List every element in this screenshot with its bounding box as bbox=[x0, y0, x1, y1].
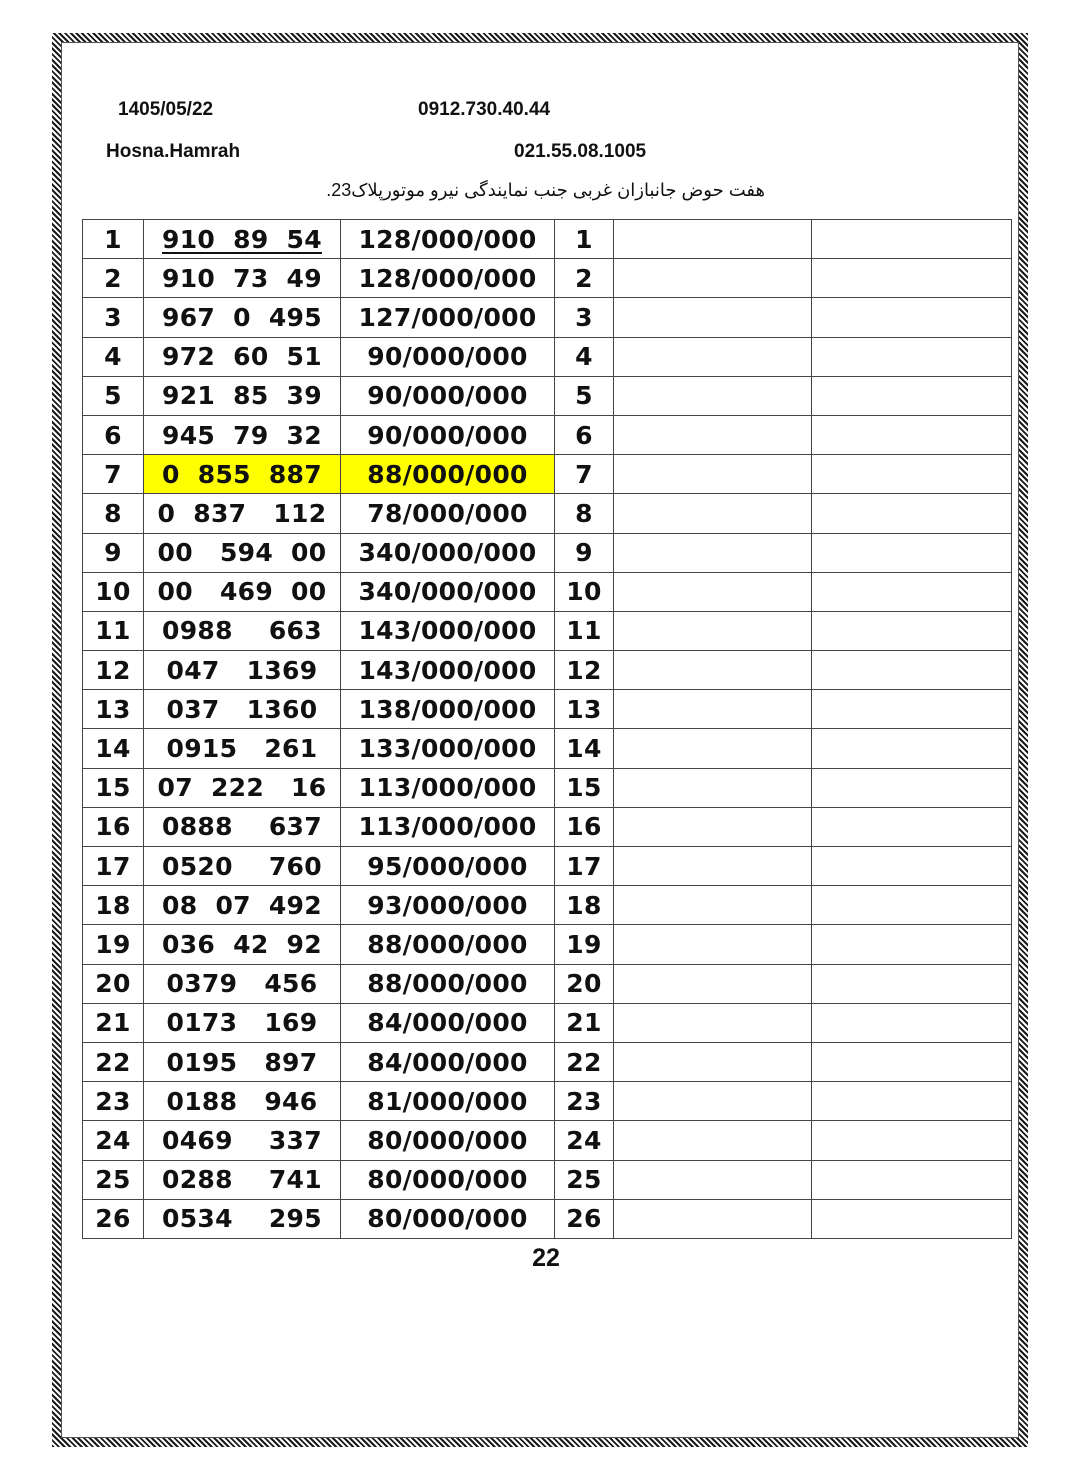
table-row bbox=[83, 494, 1012, 533]
empty-cell bbox=[614, 415, 812, 454]
row-index-right-text: 26 bbox=[566, 1204, 602, 1234]
phone-number bbox=[144, 1082, 341, 1121]
row-index-text: 9 bbox=[104, 538, 122, 568]
empty-cell bbox=[614, 455, 812, 494]
empty-cell bbox=[812, 690, 1012, 729]
empty-cell bbox=[812, 651, 1012, 690]
empty-cell bbox=[614, 807, 812, 846]
empty-cell bbox=[614, 1199, 812, 1238]
row-index-text: 1 bbox=[104, 224, 122, 254]
page-number: 22 bbox=[532, 1244, 560, 1272]
empty-cell bbox=[812, 729, 1012, 768]
row-index-right bbox=[555, 807, 614, 846]
table-row bbox=[83, 1199, 1012, 1238]
row-index bbox=[83, 1042, 144, 1081]
empty-cell bbox=[812, 768, 1012, 807]
table-row bbox=[83, 886, 1012, 925]
row-index-right bbox=[555, 337, 614, 376]
row-index-right-text: 12 bbox=[566, 655, 602, 685]
row-index-text: 2 bbox=[104, 263, 122, 293]
phone-number-text: 0195 897 bbox=[166, 1047, 318, 1077]
row-index-text: 11 bbox=[95, 616, 131, 646]
row-index bbox=[83, 1121, 144, 1160]
price bbox=[341, 259, 555, 298]
price bbox=[341, 1121, 555, 1160]
empty-cell bbox=[812, 1082, 1012, 1121]
table-row bbox=[83, 729, 1012, 768]
phone-number bbox=[144, 847, 341, 886]
empty-cell bbox=[614, 337, 812, 376]
phone-number-text: 921 85 39 bbox=[162, 381, 322, 411]
empty-cell bbox=[812, 533, 1012, 572]
empty-cell bbox=[614, 1042, 812, 1081]
table-row bbox=[83, 847, 1012, 886]
empty-cell bbox=[812, 1042, 1012, 1081]
phone-number bbox=[144, 1003, 341, 1042]
table-row bbox=[83, 415, 1012, 454]
row-index-right-text: 10 bbox=[566, 577, 602, 607]
row-index-right bbox=[555, 494, 614, 533]
price bbox=[341, 807, 555, 846]
empty-cell bbox=[812, 572, 1012, 611]
row-index-right-text: 21 bbox=[566, 1008, 602, 1038]
header-mobile-phone: 0912.730.40.44 bbox=[418, 99, 551, 120]
empty-cell bbox=[812, 964, 1012, 1003]
phone-number-text: 0 837 112 bbox=[157, 498, 327, 528]
phone-number-text: 0173 169 bbox=[166, 1008, 318, 1038]
price bbox=[341, 1003, 555, 1042]
phone-number-text: 945 79 32 bbox=[162, 420, 322, 450]
row-index-right-text: 16 bbox=[566, 812, 602, 842]
empty-cell bbox=[614, 1160, 812, 1199]
row-index-right-text: 15 bbox=[566, 773, 602, 803]
table-row bbox=[83, 455, 1012, 494]
row-index-right bbox=[555, 1003, 614, 1042]
row-index-right bbox=[555, 611, 614, 650]
empty-cell bbox=[812, 1003, 1012, 1042]
phone-number-text: 00 594 00 bbox=[157, 538, 327, 568]
empty-cell bbox=[614, 298, 812, 337]
phone-number-text: 0188 946 bbox=[166, 1086, 318, 1116]
row-index bbox=[83, 807, 144, 846]
row-index-right bbox=[555, 925, 614, 964]
table-row bbox=[83, 925, 1012, 964]
row-index-right-text: 19 bbox=[566, 929, 602, 959]
table-row bbox=[83, 337, 1012, 376]
row-index bbox=[83, 690, 144, 729]
price-text: 80/000/000 bbox=[367, 1204, 528, 1234]
row-index-right bbox=[555, 729, 614, 768]
price-text: 88/000/000 bbox=[367, 969, 528, 999]
row-index-text: 14 bbox=[95, 734, 131, 764]
row-index-text: 15 bbox=[95, 773, 131, 803]
empty-cell bbox=[812, 415, 1012, 454]
row-index-right bbox=[555, 964, 614, 1003]
row-index-right-text: 4 bbox=[575, 342, 593, 372]
empty-cell bbox=[812, 1199, 1012, 1238]
numbers-price-table bbox=[82, 219, 1012, 1239]
row-index bbox=[83, 1082, 144, 1121]
row-index bbox=[83, 768, 144, 807]
phone-number bbox=[144, 533, 341, 572]
price-text: 84/000/000 bbox=[367, 1008, 528, 1038]
table-row bbox=[83, 1160, 1012, 1199]
table-row bbox=[83, 259, 1012, 298]
empty-cell bbox=[614, 494, 812, 533]
row-index-right-text: 5 bbox=[575, 381, 593, 411]
phone-number-text: 07 222 16 bbox=[157, 773, 327, 803]
row-index bbox=[83, 651, 144, 690]
row-index-right-text: 3 bbox=[575, 302, 593, 332]
table-row bbox=[83, 690, 1012, 729]
price bbox=[341, 455, 555, 494]
price bbox=[341, 1082, 555, 1121]
empty-cell bbox=[614, 886, 812, 925]
phone-number bbox=[144, 259, 341, 298]
price bbox=[341, 220, 555, 259]
table-row bbox=[83, 220, 1012, 259]
row-index bbox=[83, 925, 144, 964]
table-row bbox=[83, 1082, 1012, 1121]
row-index-right bbox=[555, 847, 614, 886]
price-text: 113/000/000 bbox=[358, 773, 537, 803]
empty-cell bbox=[614, 768, 812, 807]
row-index-right bbox=[555, 1160, 614, 1199]
price bbox=[341, 533, 555, 572]
row-index-right-text: 20 bbox=[566, 969, 602, 999]
phone-number-text: 967 0 495 bbox=[162, 302, 322, 332]
phone-number-text: 00 469 00 bbox=[157, 577, 327, 607]
empty-cell bbox=[614, 533, 812, 572]
empty-cell bbox=[812, 886, 1012, 925]
price bbox=[341, 494, 555, 533]
header-address: هفت حوض جانبازان غربی جنب نمایندگی نیرو موتورپلاک23. bbox=[326, 180, 765, 200]
row-index-text: 19 bbox=[95, 929, 131, 959]
empty-cell bbox=[812, 925, 1012, 964]
price-text: 78/000/000 bbox=[367, 498, 528, 528]
table-row bbox=[83, 572, 1012, 611]
phone-number bbox=[144, 807, 341, 846]
phone-number bbox=[144, 611, 341, 650]
row-index-text: 4 bbox=[104, 342, 122, 372]
row-index-right bbox=[555, 1199, 614, 1238]
row-index-right bbox=[555, 376, 614, 415]
empty-cell bbox=[812, 298, 1012, 337]
row-index-right-text: 14 bbox=[566, 734, 602, 764]
empty-cell bbox=[812, 220, 1012, 259]
price-text: 84/000/000 bbox=[367, 1047, 528, 1077]
row-index bbox=[83, 298, 144, 337]
phone-number-text: 0888 637 bbox=[162, 812, 322, 842]
phone-number-text: 0469 337 bbox=[162, 1125, 322, 1155]
empty-cell bbox=[812, 1160, 1012, 1199]
price-text: 90/000/000 bbox=[367, 420, 528, 450]
row-index-text: 23 bbox=[95, 1086, 131, 1116]
price-text: 90/000/000 bbox=[367, 381, 528, 411]
table-row bbox=[83, 533, 1012, 572]
price bbox=[341, 415, 555, 454]
price-text: 88/000/000 bbox=[367, 459, 528, 489]
row-index-right-text: 24 bbox=[566, 1125, 602, 1155]
table-row bbox=[83, 298, 1012, 337]
price bbox=[341, 729, 555, 768]
price bbox=[341, 298, 555, 337]
row-index-right-text: 6 bbox=[575, 420, 593, 450]
table-row bbox=[83, 768, 1012, 807]
row-index-right bbox=[555, 690, 614, 729]
phone-number bbox=[144, 1160, 341, 1199]
price bbox=[341, 768, 555, 807]
row-index bbox=[83, 337, 144, 376]
row-index bbox=[83, 729, 144, 768]
empty-cell bbox=[614, 572, 812, 611]
row-index-right-text: 8 bbox=[575, 498, 593, 528]
price-text: 88/000/000 bbox=[367, 929, 528, 959]
row-index bbox=[83, 220, 144, 259]
phone-number bbox=[144, 572, 341, 611]
row-index-right bbox=[555, 768, 614, 807]
empty-cell bbox=[614, 651, 812, 690]
row-index bbox=[83, 259, 144, 298]
row-index-right-text: 9 bbox=[575, 538, 593, 568]
table-row bbox=[83, 651, 1012, 690]
phone-number-text: 972 60 51 bbox=[162, 342, 322, 372]
empty-cell bbox=[614, 729, 812, 768]
row-index-right-text: 7 bbox=[575, 459, 593, 489]
phone-number-text: 0520 760 bbox=[162, 851, 322, 881]
row-index-text: 26 bbox=[95, 1204, 131, 1234]
table-row bbox=[83, 964, 1012, 1003]
row-index-right bbox=[555, 572, 614, 611]
table-row bbox=[83, 611, 1012, 650]
row-index-right bbox=[555, 415, 614, 454]
row-index-right bbox=[555, 886, 614, 925]
row-index-right-text: 17 bbox=[566, 851, 602, 881]
empty-cell bbox=[614, 847, 812, 886]
row-index-right bbox=[555, 220, 614, 259]
row-index bbox=[83, 455, 144, 494]
price bbox=[341, 925, 555, 964]
row-index-text: 16 bbox=[95, 812, 131, 842]
phone-number bbox=[144, 337, 341, 376]
row-index-right bbox=[555, 259, 614, 298]
price-text: 95/000/000 bbox=[367, 851, 528, 881]
row-index-right-text: 25 bbox=[566, 1165, 602, 1195]
empty-cell bbox=[614, 376, 812, 415]
row-index-text: 13 bbox=[95, 694, 131, 724]
phone-number bbox=[144, 455, 341, 494]
row-index-text: 21 bbox=[95, 1008, 131, 1038]
empty-cell bbox=[812, 1121, 1012, 1160]
row-index-right bbox=[555, 298, 614, 337]
empty-cell bbox=[614, 1003, 812, 1042]
empty-cell bbox=[614, 1121, 812, 1160]
price-text: 113/000/000 bbox=[358, 812, 537, 842]
phone-number-text: 08 07 492 bbox=[162, 890, 322, 920]
phone-number-text: 0988 663 bbox=[162, 616, 322, 646]
price bbox=[341, 690, 555, 729]
empty-cell bbox=[614, 220, 812, 259]
row-index bbox=[83, 415, 144, 454]
phone-number-text: 036 42 92 bbox=[162, 929, 322, 959]
table-row bbox=[83, 376, 1012, 415]
row-index-text: 25 bbox=[95, 1165, 131, 1195]
phone-number bbox=[144, 729, 341, 768]
row-index-right-text: 1 bbox=[575, 224, 593, 254]
empty-cell bbox=[812, 337, 1012, 376]
row-index-text: 3 bbox=[104, 302, 122, 332]
empty-cell bbox=[614, 259, 812, 298]
row-index-right-text: 11 bbox=[566, 616, 602, 646]
phone-number bbox=[144, 964, 341, 1003]
phone-number bbox=[144, 1199, 341, 1238]
row-index-text: 12 bbox=[95, 655, 131, 685]
phone-number bbox=[144, 651, 341, 690]
phone-number bbox=[144, 415, 341, 454]
empty-cell bbox=[812, 807, 1012, 846]
phone-number bbox=[144, 298, 341, 337]
empty-cell bbox=[812, 847, 1012, 886]
row-index bbox=[83, 611, 144, 650]
phone-number-text: 0379 456 bbox=[166, 969, 318, 999]
price-text: 127/000/000 bbox=[358, 302, 537, 332]
table-row bbox=[83, 1042, 1012, 1081]
empty-cell bbox=[812, 494, 1012, 533]
row-index bbox=[83, 376, 144, 415]
row-index-right bbox=[555, 455, 614, 494]
header-date: 1405/05/22 bbox=[118, 99, 214, 120]
empty-cell bbox=[812, 611, 1012, 650]
row-index bbox=[83, 964, 144, 1003]
empty-cell bbox=[614, 1082, 812, 1121]
empty-cell bbox=[614, 925, 812, 964]
price bbox=[341, 1199, 555, 1238]
table-row bbox=[83, 1121, 1012, 1160]
empty-cell bbox=[812, 455, 1012, 494]
price bbox=[341, 847, 555, 886]
header-landline-phone: 021.55.08.1005 bbox=[514, 141, 647, 162]
row-index bbox=[83, 1199, 144, 1238]
phone-number-text: 0288 741 bbox=[162, 1165, 322, 1195]
table-row bbox=[83, 1003, 1012, 1042]
price-text: 133/000/000 bbox=[358, 734, 537, 764]
empty-cell bbox=[812, 259, 1012, 298]
table-row bbox=[83, 807, 1012, 846]
empty-cell bbox=[614, 611, 812, 650]
row-index-text: 24 bbox=[95, 1125, 131, 1155]
price-text: 143/000/000 bbox=[358, 616, 537, 646]
empty-cell bbox=[614, 690, 812, 729]
row-index-text: 5 bbox=[104, 381, 122, 411]
price bbox=[341, 572, 555, 611]
price-text: 143/000/000 bbox=[358, 655, 537, 685]
phone-number-text: 0534 295 bbox=[162, 1204, 322, 1234]
row-index-right-text: 18 bbox=[566, 890, 602, 920]
row-index bbox=[83, 886, 144, 925]
row-index-right bbox=[555, 651, 614, 690]
row-index bbox=[83, 1003, 144, 1042]
header-name: Hosna.Hamrah bbox=[106, 141, 241, 162]
row-index-text: 10 bbox=[95, 577, 131, 607]
row-index-text: 17 bbox=[95, 851, 131, 881]
row-index-right bbox=[555, 1121, 614, 1160]
phone-number bbox=[144, 494, 341, 533]
price-text: 80/000/000 bbox=[367, 1125, 528, 1155]
phone-number bbox=[144, 768, 341, 807]
phone-number bbox=[144, 376, 341, 415]
price-text: 138/000/000 bbox=[358, 694, 537, 724]
row-index-right bbox=[555, 1082, 614, 1121]
row-index-text: 18 bbox=[95, 890, 131, 920]
row-index-right-text: 2 bbox=[575, 263, 593, 293]
price-text: 93/000/000 bbox=[367, 890, 528, 920]
row-index-right-text: 23 bbox=[566, 1086, 602, 1116]
phone-number bbox=[144, 1121, 341, 1160]
price-text: 80/000/000 bbox=[367, 1165, 528, 1195]
phone-number-text: 047 1369 bbox=[166, 655, 318, 685]
row-index-text: 6 bbox=[104, 420, 122, 450]
price-text: 340/000/000 bbox=[358, 577, 537, 607]
row-index bbox=[83, 572, 144, 611]
phone-number-text: 037 1360 bbox=[166, 694, 318, 724]
price bbox=[341, 886, 555, 925]
price bbox=[341, 964, 555, 1003]
phone-number bbox=[144, 690, 341, 729]
phone-number bbox=[144, 1042, 341, 1081]
row-index-right-text: 22 bbox=[566, 1047, 602, 1077]
price-text: 81/000/000 bbox=[367, 1086, 528, 1116]
row-index-right bbox=[555, 533, 614, 572]
empty-cell bbox=[614, 964, 812, 1003]
phone-number-text: 0915 261 bbox=[166, 734, 318, 764]
price-text: 340/000/000 bbox=[358, 538, 537, 568]
row-index bbox=[83, 533, 144, 572]
price bbox=[341, 611, 555, 650]
price bbox=[341, 376, 555, 415]
row-index bbox=[83, 847, 144, 886]
row-index-right bbox=[555, 1042, 614, 1081]
phone-number bbox=[144, 925, 341, 964]
row-index-right-text: 13 bbox=[566, 694, 602, 724]
phone-number-text: 0 855 887 bbox=[162, 459, 322, 489]
row-index bbox=[83, 494, 144, 533]
price bbox=[341, 651, 555, 690]
table-body bbox=[83, 220, 1012, 1239]
price-text: 90/000/000 bbox=[367, 342, 528, 372]
phone-number bbox=[144, 886, 341, 925]
price-text: 128/000/000 bbox=[358, 224, 537, 254]
row-index-text: 8 bbox=[104, 498, 122, 528]
phone-number-text: 910 73 49 bbox=[162, 263, 322, 293]
row-index-text: 20 bbox=[95, 969, 131, 999]
row-index-text: 22 bbox=[95, 1047, 131, 1077]
row-index bbox=[83, 1160, 144, 1199]
row-index-text: 7 bbox=[104, 459, 122, 489]
phone-number-text: 910 89 54 bbox=[162, 224, 322, 254]
price bbox=[341, 1160, 555, 1199]
empty-cell bbox=[812, 376, 1012, 415]
price-text: 128/000/000 bbox=[358, 263, 537, 293]
price bbox=[341, 1042, 555, 1081]
price bbox=[341, 337, 555, 376]
phone-number bbox=[144, 220, 341, 259]
